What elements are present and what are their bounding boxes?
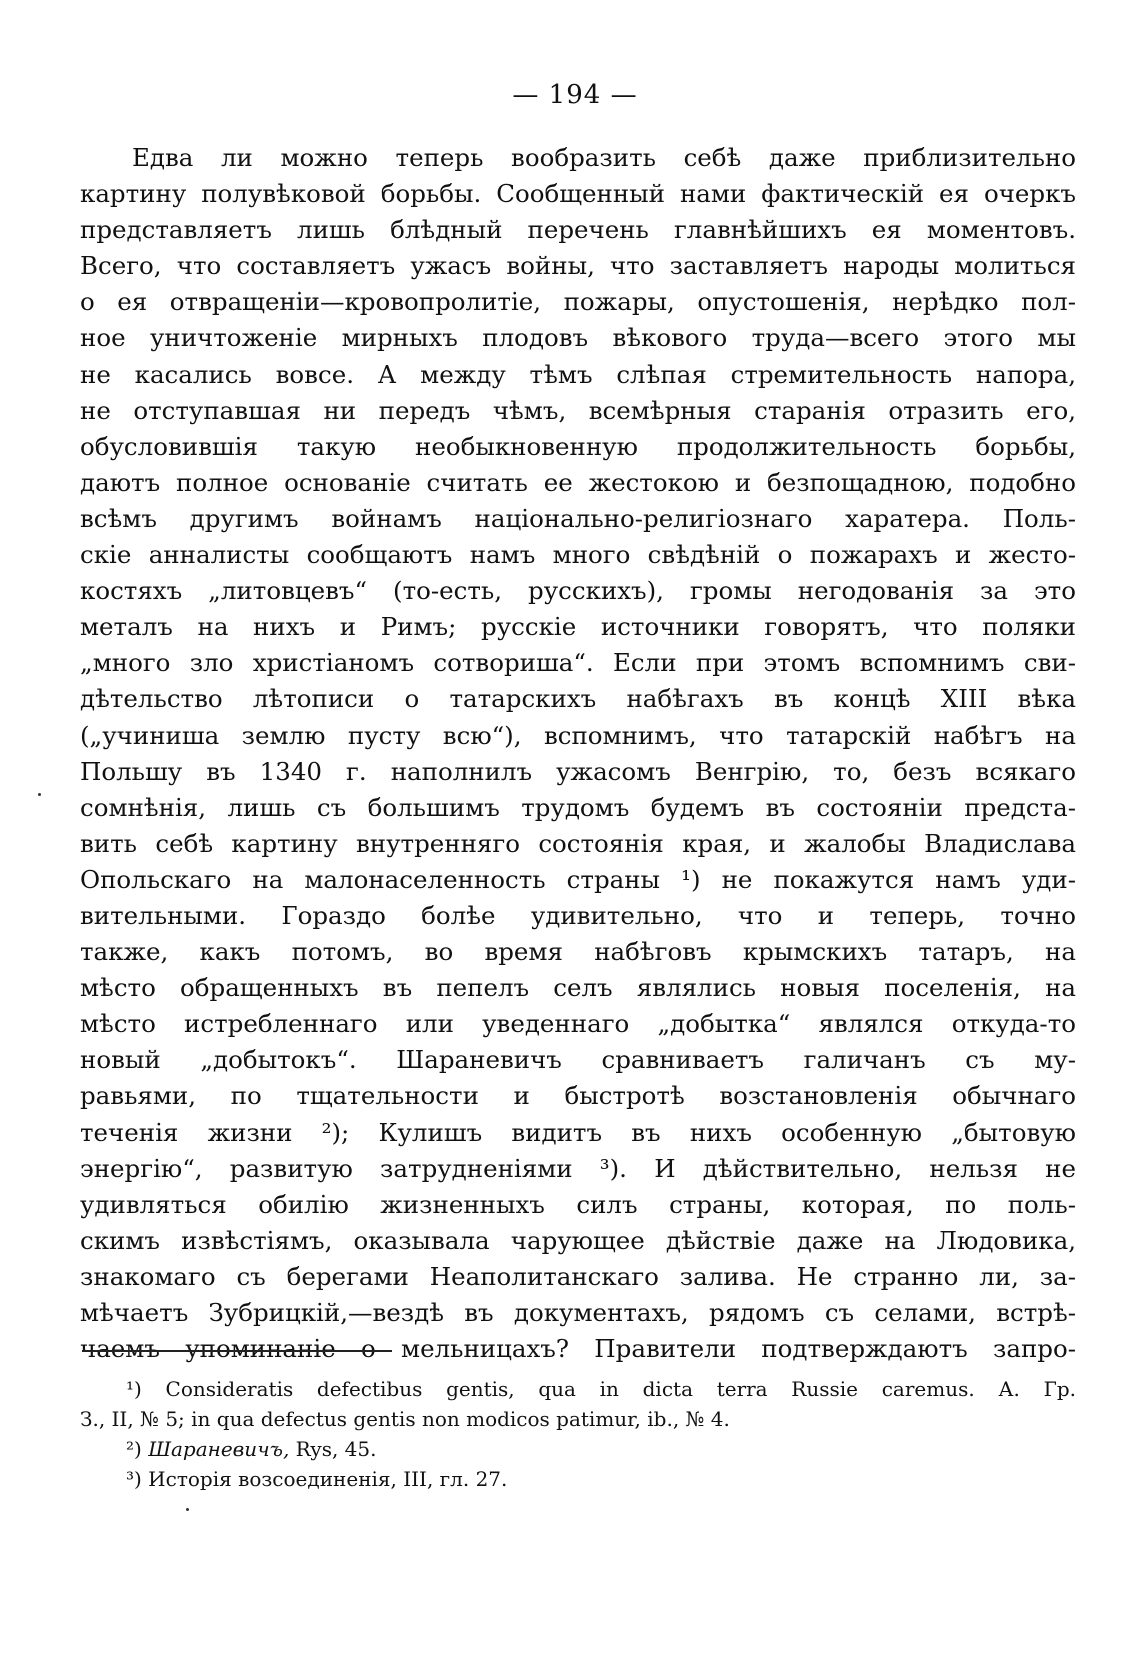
text-line: обусловившія такую необыкновенную продолжительность борьбы, bbox=[80, 431, 1076, 461]
text-line: вительными. Гораздо болѣе удивительно, что и теперь, точно bbox=[80, 900, 1076, 930]
footnote-1-line-1: ¹) Consideratis defectibus gentis, qua in dicta terra Russie caremus. А. Гр. bbox=[126, 1377, 1076, 1401]
main-text-block bbox=[80, 140, 1076, 1367]
text-line: даютъ полное основаніе считать ее жестокою и безпощадною, подобно bbox=[80, 467, 1076, 497]
text-line: энергію“, развитую затрудненіями ³). И дѣйствительно, нельзя не bbox=[80, 1153, 1076, 1183]
text-line: скіе анналисты сообщаютъ намъ много свѣдѣній о пожарахъ и жесто- bbox=[80, 540, 1076, 570]
text-line: мѣсто истребленнаго или уведеннаго „добытка“ являлся откуда-то bbox=[80, 1009, 1076, 1039]
footnote-1-line-2: З., II, № 5; in qua defectus gentis non modicos patimur, ib., № 4. bbox=[80, 1407, 730, 1431]
text-line: („учиниша землю пусту всю“), вспомнимъ, что татарскій набѣгъ на bbox=[80, 720, 1076, 750]
text-line: ное уничтоженіе мирныхъ плодовъ вѣкового труда—всего этого мы bbox=[80, 323, 1076, 353]
text-line: костяхъ „литовцевъ“ (то-есть, русскихъ), громы негодованія за это bbox=[80, 576, 1076, 606]
text-line: новый „добытокъ“. Шараневичъ сравниваетъ галичанъ съ му- bbox=[80, 1045, 1076, 1075]
page-number: — 194 — bbox=[512, 80, 638, 110]
text-line: равьями, по тщательности и быстротѣ возстановленія обычнаго bbox=[80, 1081, 1076, 1111]
text-line: мѣсто обращенныхъ въ пепелъ селъ являлись новыя поселенія, на bbox=[80, 973, 1076, 1003]
text-line: теченія жизни ²); Кулишъ видитъ въ нихъ особенную „бытовую bbox=[80, 1117, 1076, 1147]
print-speck bbox=[38, 793, 41, 796]
footnotes-block bbox=[80, 1374, 1076, 1494]
text-line: знакомаго съ берегами Неаполитанскаго залива. Не странно ли, за- bbox=[80, 1261, 1076, 1291]
print-speck bbox=[186, 1508, 189, 1511]
footnote-divider bbox=[82, 1350, 392, 1352]
text-line: дѣтельство лѣтописи о татарскихъ набѣгахъ въ концѣ XIII вѣка bbox=[80, 684, 1076, 714]
text-line: Опольскаго на малонаселенность страны ¹) не покажутся намъ уди- bbox=[80, 864, 1076, 894]
text-line: металъ на нихъ и Римъ; русскіе источники говорятъ, что поляки bbox=[80, 612, 1076, 642]
footnote-2-marker: ²) bbox=[126, 1437, 142, 1461]
text-line: Всего, что составляетъ ужасъ войны, что заставляетъ народы молиться bbox=[80, 251, 1076, 281]
text-line: Польшу въ 1340 г. наполнилъ ужасомъ Венгрію, то, безъ всякаго bbox=[80, 756, 1076, 786]
text-line: не касались вовсе. А между тѣмъ слѣпая стремительность напора, bbox=[80, 359, 1076, 389]
footnote-2-author: Шараневичъ, bbox=[148, 1437, 290, 1461]
text-line: не отступавшая ни передъ чѣмъ, всемѣрныя старанія отразить его, bbox=[80, 395, 1076, 425]
text-line: Едва ли можно теперь вообразить себѣ даже приблизительно bbox=[132, 143, 1076, 172]
text-line: сомнѣнія, лишь съ большимъ трудомъ будемъ въ состояніи предста- bbox=[80, 792, 1076, 822]
text-line: удивляться обилію жизненныхъ силъ страны, которая, по поль- bbox=[80, 1189, 1076, 1219]
text-line: „много зло христіаномъ сотвориша“. Если при этомъ вспомнимъ сви- bbox=[80, 648, 1076, 678]
footnote-2-source: Rys, 45. bbox=[289, 1437, 377, 1461]
text-line: представляетъ лишь блѣдный перечень главнѣйшихъ ея моментовъ. bbox=[80, 215, 1076, 245]
text-line: о ея отвращеніи—кровопролитіе, пожары, опустошенія, нерѣдко пол- bbox=[80, 287, 1076, 317]
text-line: картину полувѣковой борьбы. Сообщенный нами фактическій ея очеркъ bbox=[80, 179, 1076, 209]
footnote-3: ³) Исторія возсоединенія, III, гл. 27. bbox=[126, 1467, 508, 1491]
text-line: вить себѣ картину внутренняго состоянія края, и жалобы Владислава bbox=[80, 828, 1076, 858]
text-line: чаемъ упоминаніе о мельницахъ? Правители подтверждаютъ запро- bbox=[80, 1334, 1076, 1364]
text-line: скимъ извѣстіямъ, оказывала чарующее дѣйствіе даже на Людовика, bbox=[80, 1225, 1076, 1255]
text-line: всѣмъ другимъ войнамъ національно-религіознаго харатера. Поль- bbox=[80, 503, 1076, 533]
text-line: также, какъ потомъ, во время набѣговъ крымскихъ татаръ, на bbox=[80, 937, 1076, 967]
footnote-2 bbox=[80, 1434, 1076, 1464]
text-line: мѣчаетъ Зубрицкій,—вездѣ въ документахъ, рядомъ съ селами, встрѣ- bbox=[80, 1298, 1076, 1327]
